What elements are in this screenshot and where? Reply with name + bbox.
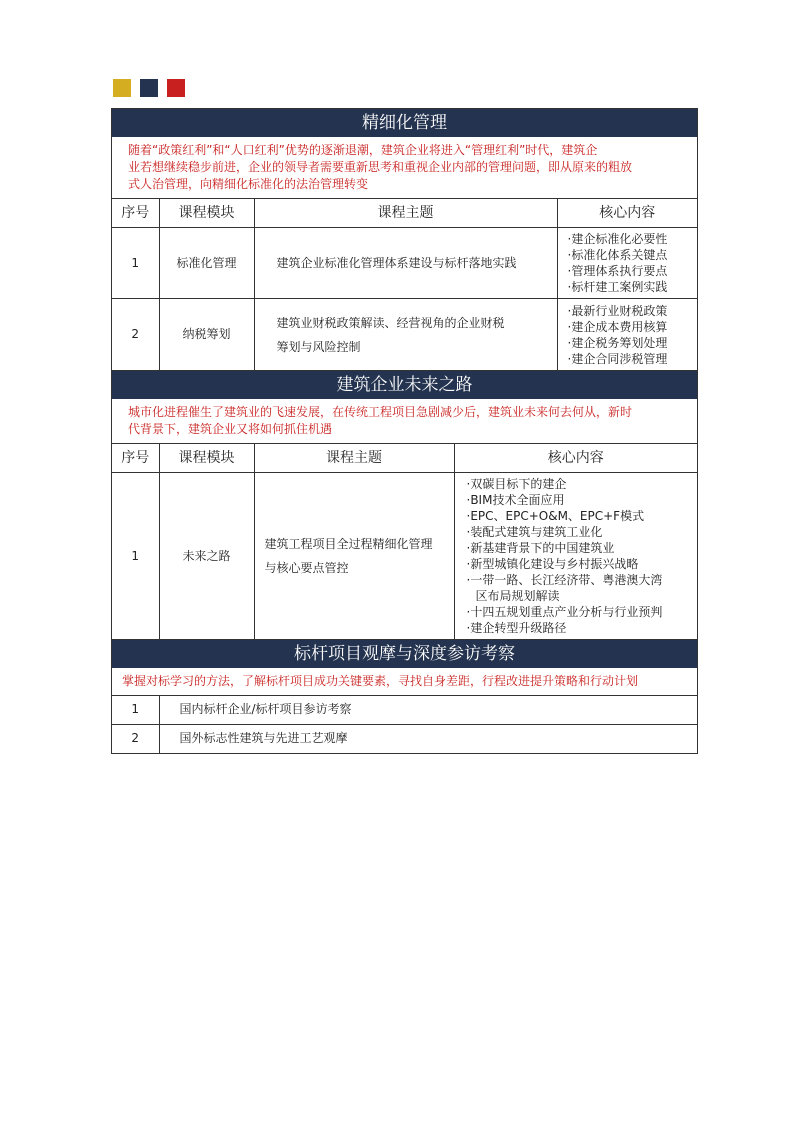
course-table-1 — [112, 199, 697, 371]
header-no: 序号 — [112, 199, 159, 228]
header-module: 课程模块 — [159, 199, 254, 228]
row-module: 未来之路 — [159, 473, 254, 640]
core-item: ·建企合同涉税管理 — [567, 351, 668, 366]
core-item: ·装配式建筑与建筑工业化 — [466, 525, 603, 539]
navy-square — [140, 79, 158, 97]
topic-line: 筹划与风险控制 — [276, 339, 361, 354]
header-topic: 课程主题 — [254, 199, 557, 228]
row-core — [557, 299, 697, 371]
row-text: 国内标杆企业/标杆项目参访考察 — [159, 696, 697, 724]
table-row — [112, 724, 697, 753]
core-item: ·管理体系执行要点 — [567, 264, 668, 278]
row-module: 纳税筹划 — [159, 299, 254, 371]
core-item: ·新基建背景下的中国建筑业 — [466, 541, 615, 555]
row-topic — [254, 473, 454, 640]
intro-line: 掌握对标学习的方法，了解标杆项目成功关键要素，寻找自身差距，行程改进提升策略和行动计划 — [122, 674, 639, 688]
section-intro — [112, 668, 697, 696]
section-intro — [112, 399, 697, 444]
header-core: 核心内容 — [454, 444, 697, 473]
core-item: ·BIM技术全面应用 — [466, 493, 565, 507]
header-topic: 课程主题 — [254, 444, 454, 473]
intro-line: 随着“政策红利”和“人口红利”优势的逐渐退潮，建筑企业将进入“管理红利”时代，建筑企 — [128, 143, 598, 157]
row-no: 1 — [112, 228, 159, 299]
row-no: 2 — [112, 299, 159, 371]
course-table-2 — [112, 444, 697, 640]
red-square — [167, 79, 185, 97]
section-title-refined-management: 精细化管理 — [112, 109, 697, 137]
row-no: 2 — [112, 724, 159, 753]
table-row — [112, 473, 697, 640]
header-no: 序号 — [112, 444, 159, 473]
table-row — [112, 228, 697, 299]
core-item: ·一带一路、长江经济带、粤港澳大湾 — [466, 573, 663, 587]
header-core: 核心内容 — [557, 199, 697, 228]
core-item: ·标准化体系关键点 — [567, 248, 668, 262]
core-item-continued: 区布局规划解读 — [475, 589, 560, 603]
table-header-row — [112, 199, 697, 228]
row-topic: 建筑企业标准化管理体系建设与标杆落地实践 — [254, 228, 557, 299]
topic-line: 建筑业财税政策解读、经营视角的企业财税 — [276, 315, 505, 330]
row-no: 1 — [112, 696, 159, 724]
intro-line: 式人治管理，向精细化标准化的法治管理转变 — [128, 177, 369, 191]
core-item: ·双碳目标下的建企 — [466, 477, 567, 491]
core-item: ·十四五规划重点产业分析与行业预判 — [466, 605, 663, 619]
core-item: ·建企税务筹划处理 — [567, 335, 668, 350]
core-item: ·最新行业财税政策 — [567, 303, 668, 318]
table-header-row — [112, 444, 697, 473]
table-row — [112, 299, 697, 371]
core-item: ·新型城镇化建设与乡村振兴战略 — [466, 557, 639, 571]
visit-table — [112, 696, 697, 753]
intro-line: 业若想继续稳步前进，企业的领导者需要重新思考和重视企业内部的管理问题，即从原来的粗放 — [128, 160, 633, 174]
row-no: 1 — [112, 473, 159, 640]
section-title-future-road: 建筑企业未来之路 — [112, 371, 697, 399]
core-item: ·建企标准化必要性 — [567, 232, 668, 246]
row-topic — [254, 299, 557, 371]
row-core — [557, 228, 697, 299]
core-item: ·EPC、EPC+O&M、EPC+F模式 — [466, 509, 645, 523]
topic-line: 与核心要点管控 — [264, 561, 349, 575]
core-item: ·建企成本费用核算 — [567, 319, 668, 334]
row-core — [454, 473, 697, 640]
row-module: 标准化管理 — [159, 228, 254, 299]
row-text: 国外标志性建筑与先进工艺观摩 — [159, 724, 697, 753]
gold-square — [113, 79, 131, 97]
core-item: ·标杆建工案例实践 — [567, 280, 668, 294]
table-row — [112, 696, 697, 724]
header-module: 课程模块 — [159, 444, 254, 473]
section-intro — [112, 137, 697, 199]
section-title-benchmark-visit: 标杆项目观摩与深度参访考察 — [112, 640, 697, 668]
intro-line: 代背景下，建筑企业又将如何抓住机遇 — [128, 422, 333, 436]
topic-line: 建筑工程项目全过程精细化管理 — [264, 537, 433, 551]
course-document — [111, 108, 698, 754]
core-item: ·建企转型升级路径 — [466, 621, 567, 635]
intro-line: 城市化进程催生了建筑业的飞速发展，在传统工程项目急剧减少后，建筑业未来何去何从，新时 — [128, 405, 633, 419]
